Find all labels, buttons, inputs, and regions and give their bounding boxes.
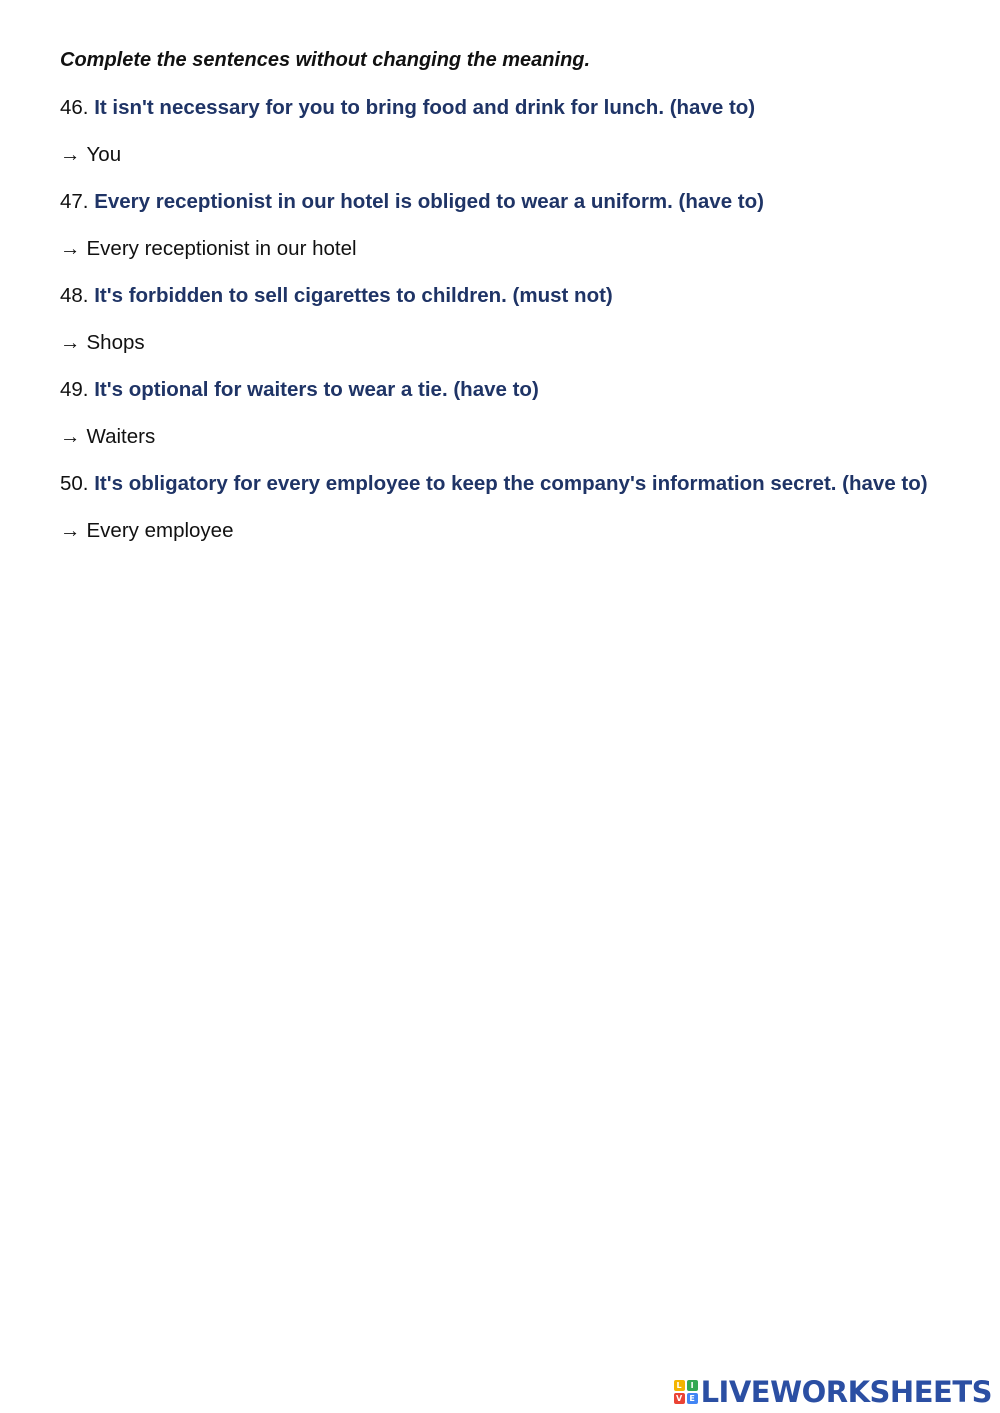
question-50 xyxy=(60,465,965,502)
answer-field[interactable]: Waiters xyxy=(86,425,156,448)
instruction-heading: Complete the sentences without changing the meaning. xyxy=(60,49,591,71)
question-number: 48. xyxy=(60,284,89,307)
answer-field[interactable]: Every employee xyxy=(86,519,234,542)
logo-mark-icon xyxy=(674,1380,698,1404)
question-text: It's optional for waiters to wear a tie. (have to) xyxy=(94,378,539,401)
question-text: It's obligatory for every employee to keep the company's information secret. (have to) xyxy=(94,472,928,495)
arrow-right-icon: → xyxy=(60,519,81,542)
answer-row-50 xyxy=(60,512,965,549)
question-48 xyxy=(60,277,965,314)
question-text: It's forbidden to sell cigarettes to children. (must not) xyxy=(94,284,613,307)
question-text: It isn't necessary for you to bring food and drink for lunch. (have to) xyxy=(94,96,756,119)
logo-tile-icon: E xyxy=(687,1393,698,1404)
question-number: 47. xyxy=(60,190,89,213)
logo-text: LIVEWORKSHEETS xyxy=(700,1375,992,1409)
logo-tile-icon: I xyxy=(687,1380,698,1391)
question-number: 49. xyxy=(60,378,89,401)
logo-tile-icon: V xyxy=(674,1393,685,1404)
answer-field[interactable]: You xyxy=(86,143,122,166)
question-49 xyxy=(60,371,965,408)
answer-row-48 xyxy=(60,324,965,361)
question-text: Every receptionist in our hotel is obliged to wear a uniform. (have to) xyxy=(94,190,764,213)
question-number: 46. xyxy=(60,96,89,119)
arrow-right-icon: → xyxy=(60,331,81,354)
question-46 xyxy=(60,89,965,126)
logo-tile-icon: L xyxy=(674,1380,685,1391)
answer-row-49 xyxy=(60,418,965,455)
answer-field[interactable]: Shops xyxy=(86,331,145,354)
answer-field[interactable]: Every receptionist in our hotel xyxy=(86,237,357,260)
question-47 xyxy=(60,183,965,220)
liveworksheets-logo xyxy=(674,1377,992,1407)
arrow-right-icon: → xyxy=(60,237,81,260)
answer-row-46 xyxy=(60,136,965,173)
question-number: 50. xyxy=(60,472,89,495)
arrow-right-icon: → xyxy=(60,425,81,448)
arrow-right-icon: → xyxy=(60,143,81,166)
answer-row-47 xyxy=(60,230,965,267)
worksheet-page xyxy=(60,44,965,559)
